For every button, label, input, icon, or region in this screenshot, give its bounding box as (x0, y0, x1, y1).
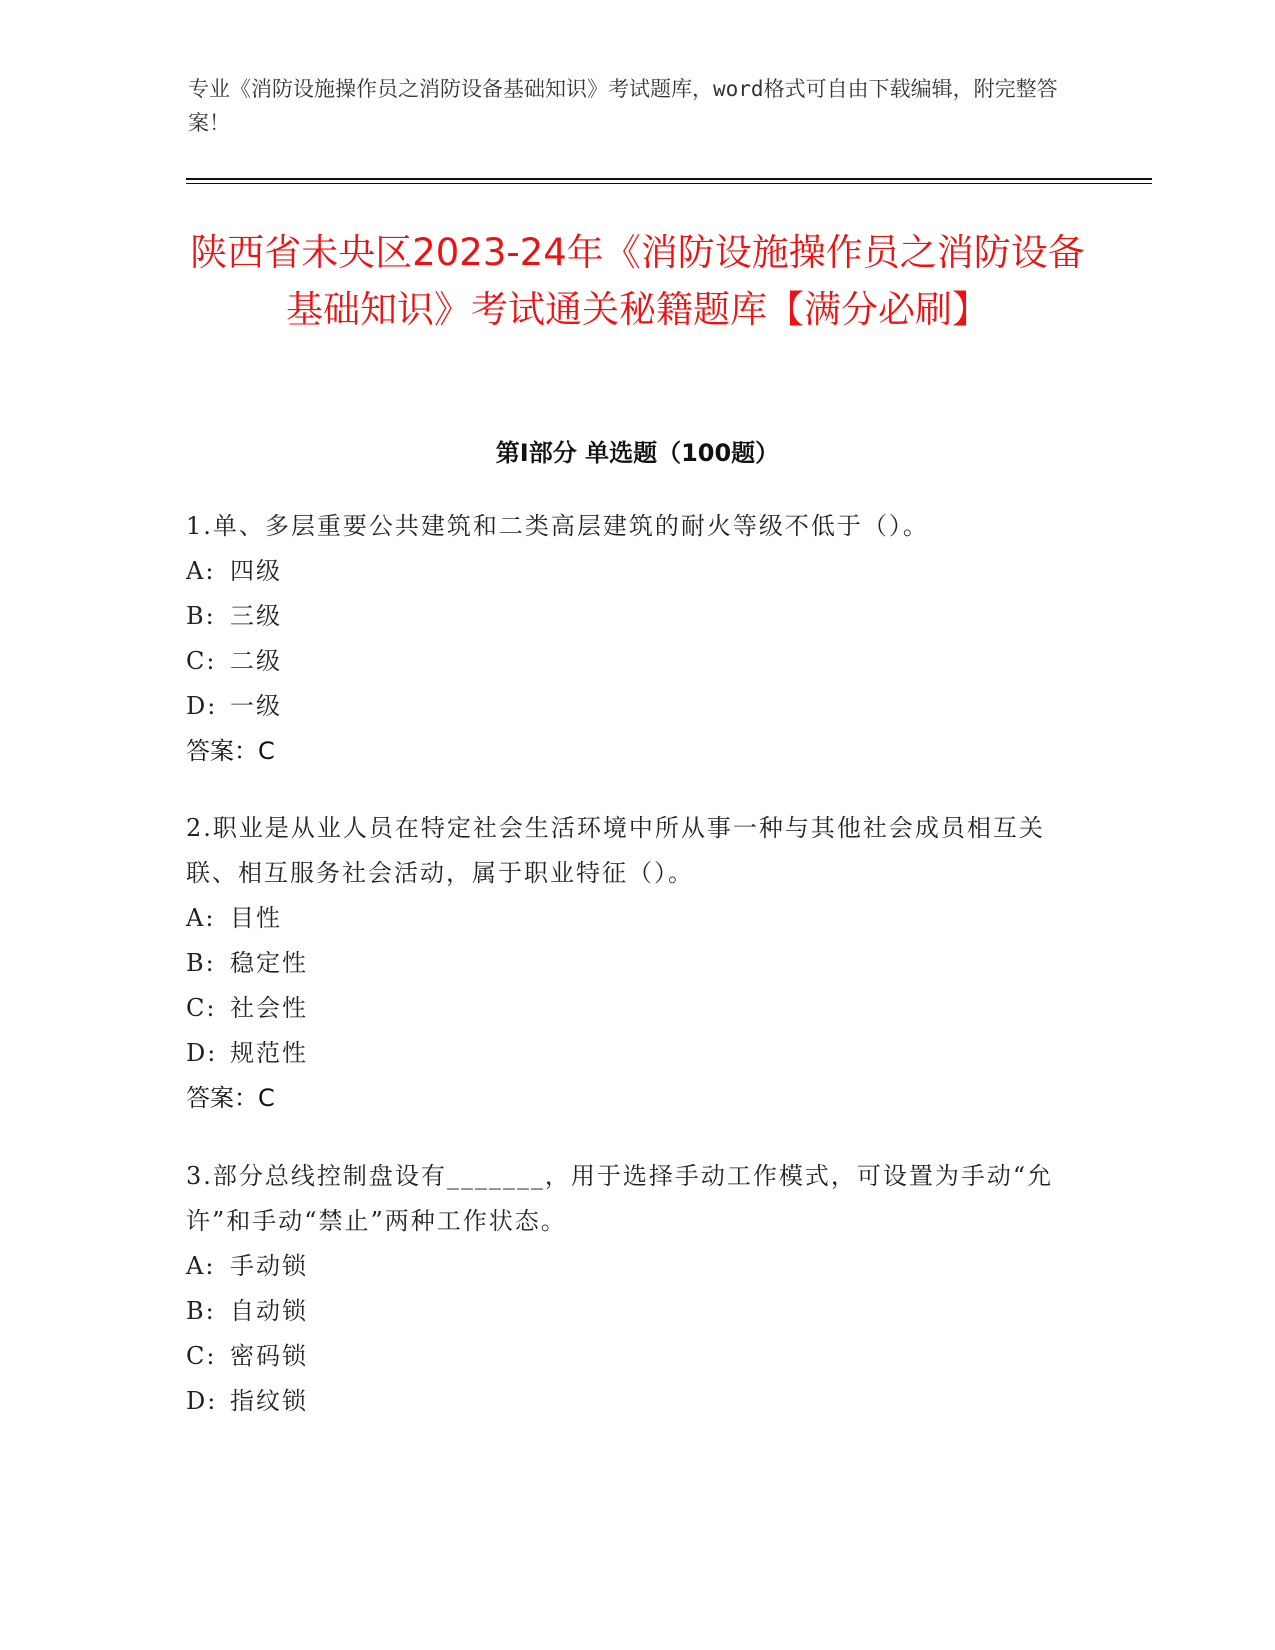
option-key: C: (186, 647, 217, 675)
option-c (186, 986, 1076, 1031)
option-text: 指纹锁 (230, 1387, 308, 1415)
option-key: A: (186, 904, 216, 932)
option-b (186, 594, 1076, 639)
option-key: B: (186, 602, 216, 630)
header-rule-thin (186, 183, 1152, 184)
option-key: C: (186, 994, 217, 1022)
option-text: 手动锁 (230, 1252, 308, 1280)
question-3 (186, 1154, 1076, 1424)
option-key: A: (186, 1252, 216, 1280)
option-text: 一级 (230, 692, 282, 720)
option-text: 密码锁 (230, 1342, 308, 1370)
page-header: 专业《消防设施操作员之消防设备基础知识》考试题库，word格式可自由下载编辑，附完整答案！ (188, 77, 1058, 135)
option-key: C: (186, 1342, 217, 1370)
question-stem: 3.部分总线控制盘设有_______，用于选择手动工作模式，可设置为手动“允许”和手动“禁止”两种工作状态。 (186, 1162, 1054, 1235)
option-a (186, 1244, 1076, 1289)
option-text: 二级 (230, 647, 282, 675)
option-c (186, 1334, 1076, 1379)
option-key: D: (186, 1039, 218, 1067)
header-rule-thick (186, 178, 1152, 180)
option-text: 规范性 (230, 1039, 308, 1067)
question-2 (186, 806, 1076, 1121)
option-key: A: (186, 557, 216, 585)
question-stem: 1.单、多层重要公共建筑和二类高层建筑的耐火等级不低于（）。 (186, 512, 929, 540)
option-key: B: (186, 949, 216, 977)
option-a (186, 896, 1076, 941)
answer: 答案：C (186, 1084, 275, 1112)
question-1 (186, 504, 1076, 774)
option-d (186, 684, 1076, 729)
option-text: 三级 (230, 602, 282, 630)
option-text: 四级 (230, 557, 282, 585)
option-d (186, 1379, 1076, 1424)
section-heading: 第I部分 单选题（100题） (495, 439, 780, 467)
option-text: 稳定性 (230, 949, 308, 977)
option-b (186, 1289, 1076, 1334)
option-key: D: (186, 692, 218, 720)
option-text: 自动锁 (230, 1297, 308, 1325)
option-c (186, 639, 1076, 684)
option-text: 社会性 (230, 994, 308, 1022)
answer: 答案：C (186, 737, 275, 765)
question-stem: 2.职业是从业人员在特定社会生活环境中所从事一种与其他社会成员相互关联、相互服务社会活动，属于职业特征（）。 (186, 814, 1045, 887)
option-key: B: (186, 1297, 216, 1325)
option-b (186, 941, 1076, 986)
option-text: 目性 (230, 904, 282, 932)
option-key: D: (186, 1387, 218, 1415)
option-a (186, 549, 1076, 594)
document-title: 陕西省未央区2023-24年《消防设施操作员之消防设备基础知识》考试通关秘籍题库【满分必刷】 (190, 231, 1085, 331)
option-d (186, 1031, 1076, 1076)
